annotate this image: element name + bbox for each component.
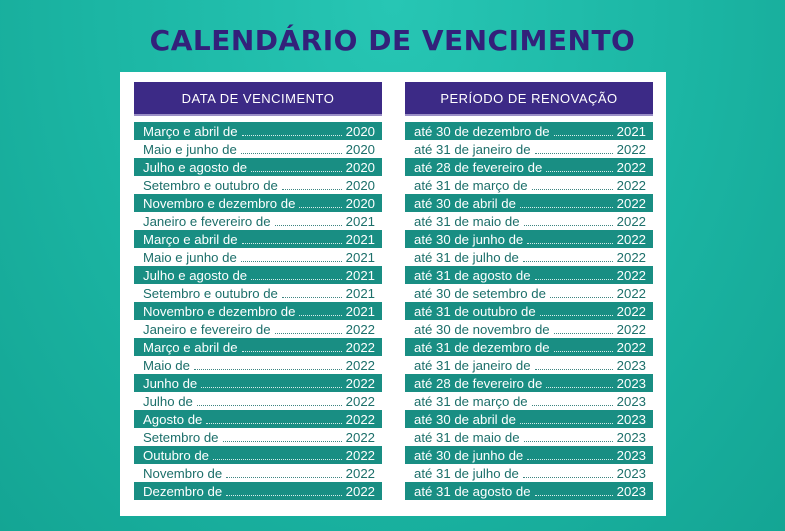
due-date-row-label: Setembro e outubro de	[143, 285, 278, 301]
dotted-leader	[242, 350, 342, 352]
dotted-leader	[532, 188, 613, 190]
renewal-period-row-label: até 31 de janeiro de	[414, 357, 531, 373]
renewal-period-row-year: 2022	[616, 159, 646, 175]
renewal-period-row-year: 2023	[616, 483, 646, 499]
due-date-row	[134, 140, 382, 158]
renewal-period-row-label: até 30 de junho de	[414, 447, 524, 463]
due-date-row-year: 2020	[345, 177, 375, 193]
dotted-leader	[524, 224, 613, 226]
renewal-period-row-year: 2022	[616, 213, 646, 229]
due-date-row-year: 2022	[345, 411, 375, 427]
due-date-row	[134, 338, 382, 356]
renewal-period-row	[405, 248, 653, 266]
renewal-period-row-year: 2023	[616, 357, 646, 373]
dotted-leader	[275, 224, 342, 226]
renewal-period-row-year: 2023	[616, 429, 646, 445]
renewal-period-row-year: 2022	[616, 177, 646, 193]
renewal-period-row-year: 2022	[616, 267, 646, 283]
renewal-period-row-label: até 30 de junho de	[414, 231, 524, 247]
dotted-leader	[527, 242, 612, 244]
renewal-period-row	[405, 230, 653, 248]
renewal-period-row	[405, 320, 653, 338]
due-date-column	[134, 82, 382, 500]
due-date-row	[134, 248, 382, 266]
dotted-leader	[299, 314, 341, 316]
page-title: CALENDÁRIO DE VENCIMENTO	[149, 24, 636, 57]
due-date-row	[134, 194, 382, 212]
due-date-row-year: 2022	[345, 357, 375, 373]
renewal-period-row	[405, 464, 653, 482]
due-date-row-year: 2022	[345, 483, 375, 499]
due-date-row-label: Maio de	[143, 357, 190, 373]
due-date-row-year: 2021	[345, 267, 375, 283]
due-date-row-year: 2020	[345, 195, 375, 211]
due-date-row	[134, 122, 382, 140]
due-date-row-label: Maio e junho de	[143, 249, 237, 265]
renewal-period-row-label: até 31 de agosto de	[414, 267, 531, 283]
due-date-row-year: 2022	[345, 465, 375, 481]
dotted-leader	[554, 332, 613, 334]
dotted-leader	[206, 422, 341, 424]
due-date-row-year: 2021	[345, 231, 375, 247]
due-date-row-year: 2021	[345, 249, 375, 265]
renewal-period-row	[405, 266, 653, 284]
renewal-period-row	[405, 446, 653, 464]
dotted-leader	[241, 260, 342, 262]
renewal-period-list	[405, 122, 653, 500]
due-date-row	[134, 176, 382, 194]
due-date-row	[134, 320, 382, 338]
due-date-row-label: Novembro de	[143, 465, 223, 481]
renewal-period-row	[405, 176, 653, 194]
renewal-period-row	[405, 140, 653, 158]
due-date-row-label: Novembro e dezembro de	[143, 195, 296, 211]
due-date-row	[134, 266, 382, 284]
due-date-row-year: 2022	[345, 447, 375, 463]
due-date-row-label: Julho e agosto de	[143, 267, 248, 283]
renewal-period-row-label: até 30 de novembro de	[414, 321, 550, 337]
renewal-period-row-label: até 30 de abril de	[414, 195, 516, 211]
dotted-leader	[540, 314, 613, 316]
dotted-leader	[535, 368, 613, 370]
due-date-row	[134, 410, 382, 428]
due-date-list	[134, 122, 382, 500]
due-date-row-year: 2021	[345, 285, 375, 301]
dotted-leader	[535, 152, 613, 154]
renewal-period-row-year: 2021	[616, 123, 646, 139]
renewal-period-header: PERÍODO DE RENOVAÇÃO	[405, 82, 653, 114]
dotted-leader	[554, 134, 613, 136]
renewal-period-row-year: 2023	[616, 447, 646, 463]
renewal-period-row	[405, 428, 653, 446]
dotted-leader	[226, 494, 341, 496]
due-date-row-label: Março e abril de	[143, 231, 238, 247]
renewal-period-row	[405, 392, 653, 410]
renewal-period-row	[405, 122, 653, 140]
renewal-period-row-year: 2022	[616, 249, 646, 265]
due-date-row-label: Outubro de	[143, 447, 209, 463]
due-date-row-label: Janeiro e fevereiro de	[143, 213, 271, 229]
due-date-row-year: 2022	[345, 429, 375, 445]
due-date-row-year: 2021	[345, 213, 375, 229]
due-date-row-year: 2022	[345, 375, 375, 391]
dotted-leader	[554, 350, 613, 352]
renewal-period-row	[405, 302, 653, 320]
due-date-row-label: Março e abril de	[143, 123, 238, 139]
renewal-period-column	[405, 82, 653, 500]
dotted-leader	[241, 152, 342, 154]
due-date-row-label: Novembro e dezembro de	[143, 303, 296, 319]
renewal-period-row-year: 2023	[616, 375, 646, 391]
dotted-leader	[242, 134, 342, 136]
renewal-period-row	[405, 410, 653, 428]
dotted-leader	[194, 368, 342, 370]
due-date-row	[134, 230, 382, 248]
due-date-row	[134, 158, 382, 176]
dotted-leader	[527, 458, 612, 460]
due-date-header: DATA DE VENCIMENTO	[134, 82, 382, 114]
dotted-leader	[550, 296, 613, 298]
due-date-row	[134, 374, 382, 392]
calendar-panel	[120, 72, 666, 516]
renewal-period-row-year: 2022	[616, 339, 646, 355]
renewal-period-row	[405, 374, 653, 392]
dotted-leader	[299, 206, 341, 208]
due-date-row-label: Setembro de	[143, 429, 219, 445]
dotted-leader	[282, 188, 342, 190]
due-date-row	[134, 446, 382, 464]
due-date-row	[134, 212, 382, 230]
renewal-period-row-label: até 31 de julho de	[414, 465, 519, 481]
due-date-row	[134, 356, 382, 374]
renewal-period-row	[405, 158, 653, 176]
due-date-row-label: Julho de	[143, 393, 193, 409]
due-date-row	[134, 464, 382, 482]
dotted-leader	[201, 386, 341, 388]
dotted-leader	[520, 206, 613, 208]
renewal-period-row-year: 2022	[616, 321, 646, 337]
renewal-period-row-year: 2023	[616, 465, 646, 481]
due-date-row-year: 2021	[345, 303, 375, 319]
dotted-leader	[213, 458, 342, 460]
due-date-row-year: 2022	[345, 339, 375, 355]
renewal-period-row-year: 2023	[616, 411, 646, 427]
dotted-leader	[282, 296, 342, 298]
renewal-period-row-label: até 31 de dezembro de	[414, 339, 550, 355]
renewal-period-row-year: 2023	[616, 393, 646, 409]
due-date-row-year: 2020	[345, 159, 375, 175]
due-date-row-year: 2022	[345, 321, 375, 337]
due-date-row	[134, 302, 382, 320]
due-date-row-label: Agosto de	[143, 411, 203, 427]
dotted-leader	[546, 386, 612, 388]
renewal-period-row	[405, 212, 653, 230]
due-date-row-label: Março e abril de	[143, 339, 238, 355]
dotted-leader	[251, 278, 342, 280]
renewal-period-row-label: até 31 de julho de	[414, 249, 519, 265]
dotted-leader	[546, 170, 612, 172]
renewal-period-row-label: até 31 de março de	[414, 393, 528, 409]
due-date-row-year: 2020	[345, 141, 375, 157]
dotted-leader	[226, 476, 341, 478]
due-date-row	[134, 428, 382, 446]
dotted-leader	[532, 404, 613, 406]
due-date-row-label: Setembro e outubro de	[143, 177, 278, 193]
due-date-row-label: Julho e agosto de	[143, 159, 248, 175]
due-date-row-year: 2022	[345, 393, 375, 409]
due-date-row-label: Janeiro e fevereiro de	[143, 321, 271, 337]
renewal-period-row	[405, 482, 653, 500]
renewal-period-row-label: até 30 de setembro de	[414, 285, 546, 301]
dotted-leader	[223, 440, 342, 442]
renewal-period-row-label: até 30 de abril de	[414, 411, 516, 427]
due-date-row	[134, 482, 382, 500]
due-date-row-label: Junho de	[143, 375, 198, 391]
due-date-row	[134, 284, 382, 302]
renewal-period-row-label: até 31 de maio de	[414, 213, 520, 229]
renewal-period-row-label: até 28 de fevereiro de	[414, 159, 543, 175]
due-date-row-label: Dezembro de	[143, 483, 223, 499]
renewal-period-row-year: 2022	[616, 195, 646, 211]
renewal-period-row-year: 2022	[616, 285, 646, 301]
dotted-leader	[524, 440, 613, 442]
renewal-period-row	[405, 356, 653, 374]
dotted-leader	[520, 422, 613, 424]
dotted-leader	[523, 260, 613, 262]
dotted-leader	[535, 494, 613, 496]
renewal-period-row-year: 2022	[616, 303, 646, 319]
renewal-period-row-label: até 31 de maio de	[414, 429, 520, 445]
renewal-period-row-label: até 31 de outubro de	[414, 303, 536, 319]
dotted-leader	[242, 242, 342, 244]
dotted-leader	[197, 404, 342, 406]
dotted-leader	[535, 278, 613, 280]
renewal-period-row	[405, 194, 653, 212]
dotted-leader	[523, 476, 613, 478]
renewal-period-row-year: 2022	[616, 141, 646, 157]
dotted-leader	[275, 332, 342, 334]
renewal-period-row-year: 2022	[616, 231, 646, 247]
due-date-row	[134, 392, 382, 410]
due-date-row-year: 2020	[345, 123, 375, 139]
renewal-period-row-label: até 31 de agosto de	[414, 483, 531, 499]
renewal-period-row	[405, 284, 653, 302]
renewal-period-row-label: até 31 de março de	[414, 177, 528, 193]
renewal-period-row	[405, 338, 653, 356]
dotted-leader	[251, 170, 342, 172]
renewal-period-row-label: até 30 de dezembro de	[414, 123, 550, 139]
due-date-row-label: Maio e junho de	[143, 141, 237, 157]
renewal-period-row-label: até 28 de fevereiro de	[414, 375, 543, 391]
renewal-period-row-label: até 31 de janeiro de	[414, 141, 531, 157]
